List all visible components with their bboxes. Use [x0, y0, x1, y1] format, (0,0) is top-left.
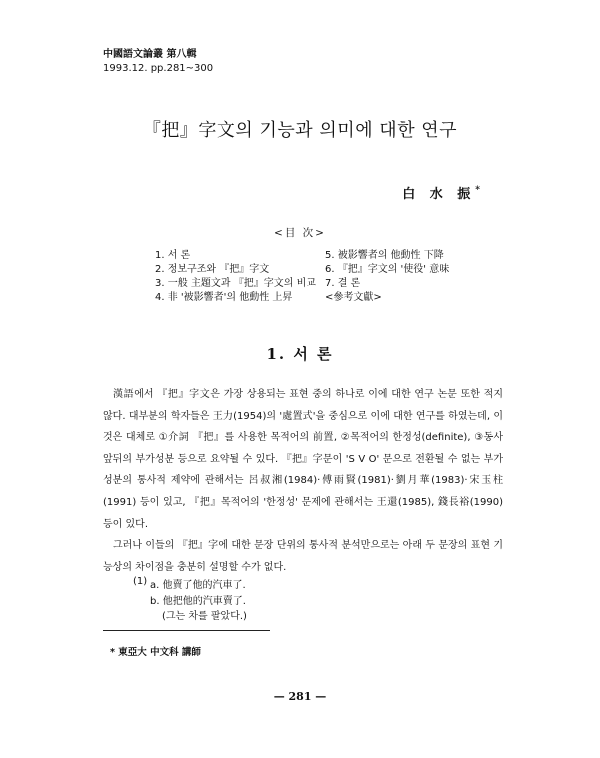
toc-item: 7. 결 론 [325, 278, 361, 289]
body-text [103, 384, 503, 578]
toc-item: <參考文獻> [325, 292, 382, 303]
section-heading: 1. 서 론 [266, 345, 334, 363]
page-number: — 281 — [273, 690, 327, 703]
toc-heading: <目 次> [274, 227, 326, 239]
paper-title: 『把』字文의 기능과 의미에 대한 연구 [142, 120, 458, 141]
example-sentence-b: b. 他把他的汽車賣了. [150, 596, 246, 607]
example-label: (1) [133, 576, 148, 587]
paragraph: 漢語에서 『把』字文은 가장 상용되는 표현 중의 하나로 이에 대한 연구 논문 또한 적지 않다. 대부분의 학자들은 王力(1954)의 '處置式'을 중심으로 이에 대한 연구를 하였는데, 이것은 대체로 ①介詞 『把』를 사용한 목적어의 前置, ②목적어의 한정성(definite), ③동사 앞뒤의 부가성분 등으로 요약될 수 있다. 『把』字문이 'S V O' 문으로 전환될 수 없는 부가성분의 통사적 제약에 관해서는 呂叔湘(1984)·傅雨賢(1981)·劉月華(1983)·宋玉柱(1991) 등이 있고, 『把』목적어의 '한정성' 문제에 관해서는 王還(1985), 錢長裕(1990) 등이 있다. [103, 389, 503, 530]
toc-item: 6. 『把』字文의 '使役' 意味 [325, 264, 450, 275]
paragraph: 그러나 이들의 『把』字에 대한 문장 단위의 통사적 분석만으로는 아래 두 문장의 표현 기능상의 차이점을 충분히 설명할 수가 없다. [103, 540, 503, 573]
toc-item: 4. 非 '被影響者'의 他動性 上昇 [155, 292, 293, 303]
toc-item: 1. 서 론 [155, 250, 191, 261]
author-name [370, 183, 480, 202]
toc-item: 3. 一般 主題文과 『把』字文의 비교 [155, 278, 316, 289]
page-range: 1993.12. pp.281~300 [103, 63, 214, 74]
author-name-text: 白 水 振 [402, 187, 476, 202]
footnote-divider [103, 630, 270, 631]
example-sentence-a: a. 他賣了他的汽車了. [150, 580, 246, 591]
journal-name: 中國語文論叢 第八輯 [103, 49, 197, 60]
toc-item: 5. 被影響者의 他動性 下降 [325, 250, 444, 261]
toc-item: 2. 정보구조와 『把』字文 [155, 264, 270, 275]
example-gloss: (그는 차를 팔았다.) [162, 611, 247, 622]
author-footnote-mark: * [475, 185, 480, 196]
footnote: * 東亞大 中文科 講師 [110, 647, 201, 658]
